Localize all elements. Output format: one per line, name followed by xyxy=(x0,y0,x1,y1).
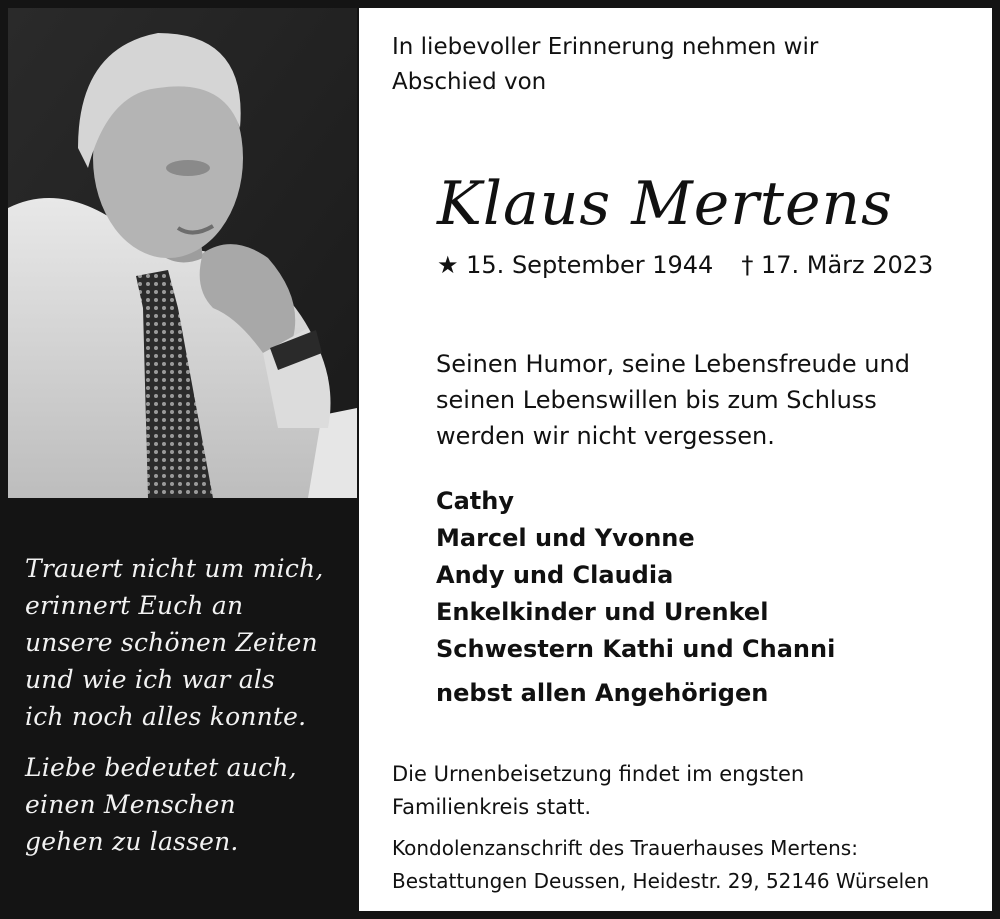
poem-line: erinnert Euch an xyxy=(25,591,244,620)
deceased-name: Klaus Mertens xyxy=(437,169,893,239)
death-date: † 17. März 2023 xyxy=(741,251,934,279)
portrait-photo xyxy=(8,8,357,498)
poem-line: Liebe bedeutet auch, xyxy=(25,753,297,782)
portrait-photo-illustration xyxy=(8,8,357,498)
burial-line: Familienkreis statt. xyxy=(392,795,592,819)
condolence-address xyxy=(392,832,929,898)
quote-line: seinen Lebenswillen bis zum Schluss xyxy=(436,386,877,414)
poem-line: Trauert nicht um mich, xyxy=(25,554,324,583)
life-dates xyxy=(437,248,933,282)
intro-text xyxy=(392,30,818,100)
quote-line: Seinen Humor, seine Lebensfreude und xyxy=(436,350,910,378)
notice-panel xyxy=(359,8,992,911)
mourner: Enkelkinder und Urenkel xyxy=(436,598,769,626)
address-line: Bestattungen Deussen, Heidestr. 29, 52146 Würselen xyxy=(392,869,930,893)
mourner: Schwestern Kathi und Channi xyxy=(436,635,836,663)
quote-line: werden wir nicht vergessen. xyxy=(436,422,775,450)
poem-line: unsere schönen Zeiten xyxy=(25,628,318,657)
intro-line: In liebevoller Erinnerung nehmen wir xyxy=(392,34,819,60)
mourner: Cathy xyxy=(436,487,515,515)
relatives-note: nebst allen Angehörigen xyxy=(436,679,769,707)
burial-line: Die Urnenbeisetzung findet im engsten xyxy=(392,762,805,786)
address-line: Kondolenzanschrift des Trauerhauses Mertens: xyxy=(392,836,858,860)
memorial-poem xyxy=(25,550,345,860)
mourner: Andy und Claudia xyxy=(436,561,674,589)
poem-line: gehen zu lassen. xyxy=(25,827,239,856)
poem-line: und wie ich war als xyxy=(25,665,276,694)
poem-stanza-2 xyxy=(25,749,345,860)
mourner-list xyxy=(436,483,835,668)
poem-line: einen Menschen xyxy=(25,790,236,819)
intro-line: Abschied von xyxy=(392,69,547,95)
burial-note xyxy=(392,758,804,824)
poem-line: ich noch alles konnte. xyxy=(25,702,307,731)
remembrance-quote xyxy=(436,346,910,454)
poem-stanza-1 xyxy=(25,550,345,735)
mourner: Marcel und Yvonne xyxy=(436,524,695,552)
birth-date: ★ 15. September 1944 xyxy=(437,251,714,279)
